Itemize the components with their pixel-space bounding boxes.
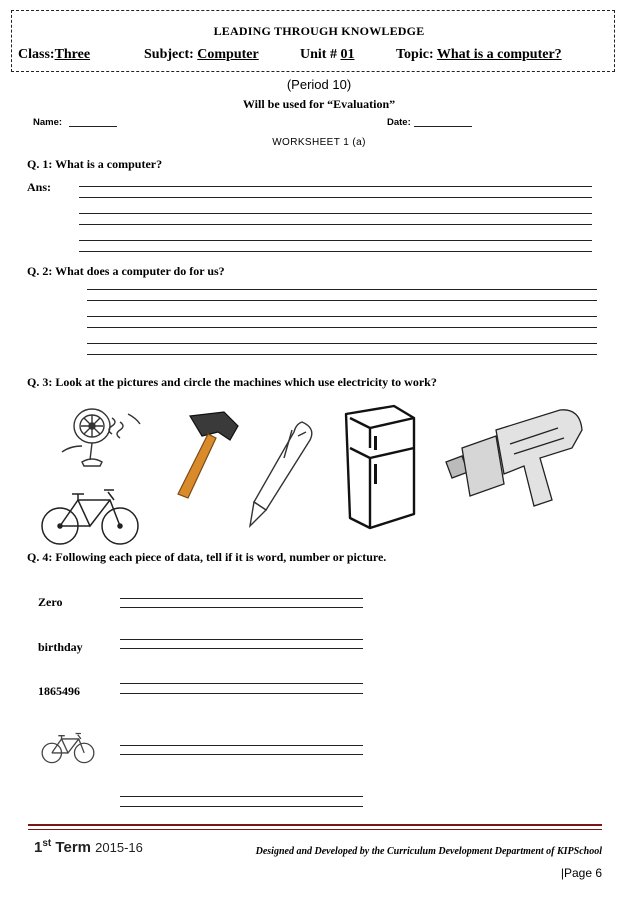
answer-line[interactable] (79, 251, 592, 252)
answer-line[interactable] (120, 806, 363, 807)
header-title: LEADING THROUGH KNOWLEDGE (213, 24, 425, 38)
data-item-number: 1865496 (38, 684, 80, 698)
answer-line[interactable] (120, 648, 363, 649)
question-1: Q. 1: What is a computer? (27, 157, 163, 171)
class-value: Three (54, 47, 91, 62)
unit-label: Unit # (300, 47, 337, 62)
refrigerator-icon[interactable] (340, 404, 420, 530)
hammer-icon[interactable] (172, 410, 244, 502)
data-item-word: Zero (38, 595, 63, 609)
answer-line[interactable] (87, 316, 597, 317)
bicycle-icon[interactable] (38, 482, 142, 548)
answer-line[interactable] (120, 639, 363, 640)
designed-by: Designed and Developed by the Curriculum Development Department of KIPSchool (255, 846, 602, 857)
answer-line[interactable] (120, 745, 363, 746)
footer-rule (28, 829, 602, 830)
subject-value: Computer (197, 47, 259, 62)
date-line[interactable] (414, 126, 472, 127)
term-label (34, 838, 143, 856)
class-field (18, 47, 90, 63)
evaluation-note: Will be used for “Evaluation” (242, 97, 396, 111)
answer-label: Ans: (27, 180, 52, 194)
answer-line[interactable] (79, 213, 592, 214)
answer-line[interactable] (87, 354, 597, 355)
pen-icon[interactable] (244, 418, 320, 530)
term-year: 2015-16 (95, 840, 143, 855)
name-line[interactable] (69, 126, 117, 127)
answer-line[interactable] (79, 224, 592, 225)
term-suffix: st (42, 838, 52, 849)
answer-line[interactable] (87, 327, 597, 328)
date-label: Date: (387, 117, 411, 128)
fan-icon[interactable] (54, 402, 146, 472)
answer-line[interactable] (87, 289, 597, 290)
worksheet-title: WORKSHEET 1 (a) (272, 137, 366, 148)
topic-value: What is a computer? (436, 47, 562, 62)
page-number: |Page 6 (560, 866, 602, 880)
drill-icon[interactable] (440, 400, 590, 512)
name-field (33, 117, 62, 128)
unit-field (300, 47, 354, 63)
date-field (387, 117, 411, 128)
answer-line[interactable] (120, 683, 363, 684)
answer-line[interactable] (120, 754, 363, 755)
question-4: Q. 4: Following each piece of data, tell if it is word, number or picture. (27, 550, 387, 564)
period-label: (Period 10) (286, 77, 352, 92)
topic-label: Topic: (396, 47, 434, 62)
answer-line[interactable] (120, 693, 363, 694)
bicycle-icon (40, 728, 96, 766)
data-item-birthday: birthday (38, 640, 83, 654)
answer-line[interactable] (79, 186, 592, 187)
class-label: Class: (18, 47, 55, 62)
answer-line[interactable] (87, 343, 597, 344)
answer-line[interactable] (120, 607, 363, 608)
footer-rule (28, 824, 602, 826)
answer-line[interactable] (87, 300, 597, 301)
subject-field (144, 47, 259, 63)
question-2: Q. 2: What does a computer do for us? (27, 264, 225, 278)
answer-line[interactable] (79, 240, 592, 241)
answer-line[interactable] (79, 197, 592, 198)
term-ordinal: 1 (34, 839, 43, 856)
question-3: Q. 3: Look at the pictures and circle the machines which use electricity to work? (27, 375, 437, 389)
subject-label: Subject: (144, 47, 194, 62)
topic-field (396, 47, 562, 63)
name-label: Name: (33, 117, 63, 128)
answer-line[interactable] (120, 598, 363, 599)
unit-value: 01 (340, 47, 355, 62)
term-word: Term (55, 839, 91, 856)
answer-line[interactable] (120, 796, 363, 797)
